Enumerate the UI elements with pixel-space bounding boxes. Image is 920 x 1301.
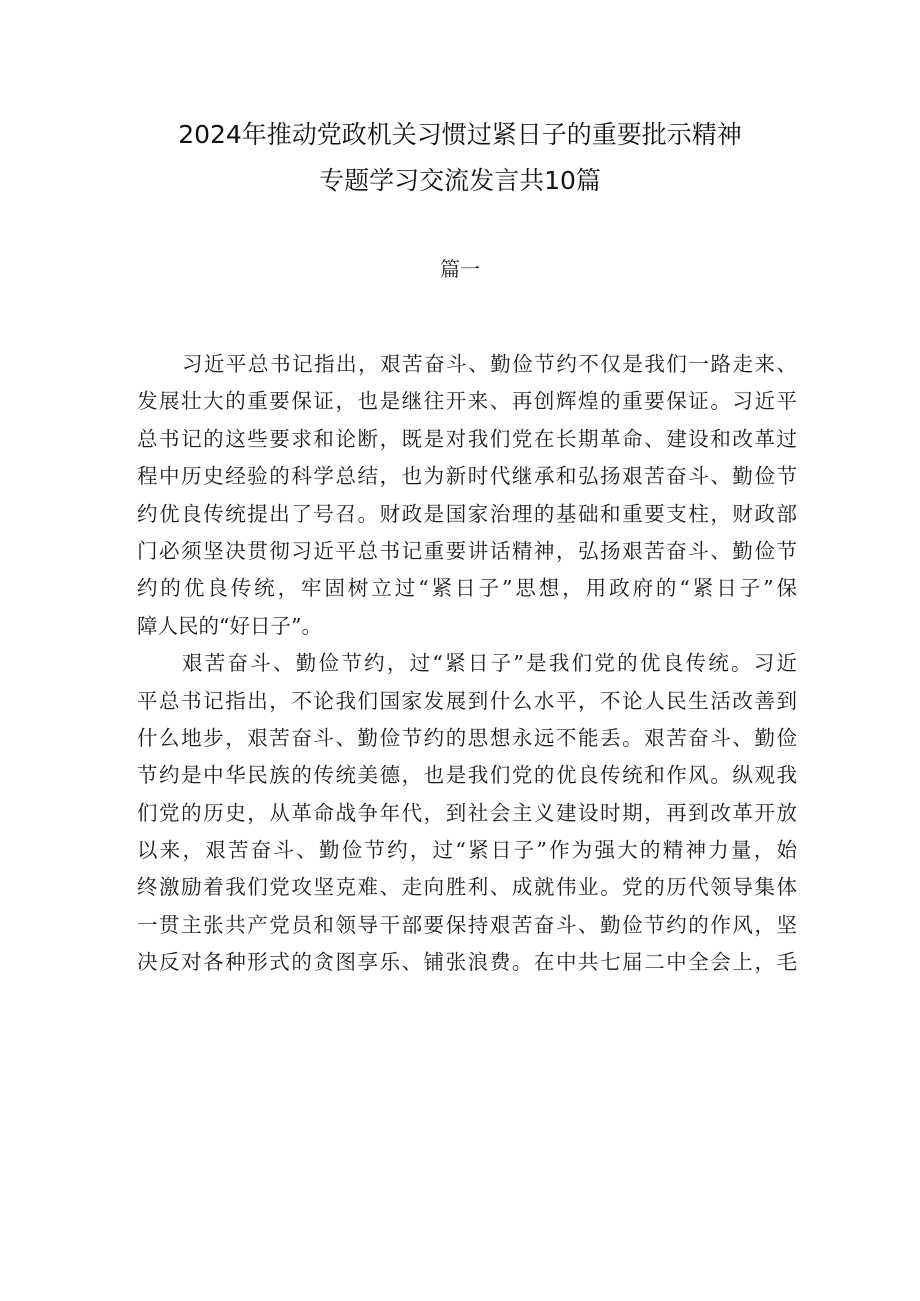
- paragraph-line: 障人民的“好日子”。: [137, 613, 322, 638]
- paragraph-line: 决反对各种形式的贪图享乐、铺张浪费。在中共七届二中全会上，毛: [137, 950, 797, 975]
- paragraph-line: 习近平总书记指出，艰苦奋斗、勤俭节约不仅是我们一路走来、: [182, 352, 797, 376]
- paragraph-line: 约优良传统提出了号召。财政是国家治理的基础和重要支柱，财政部: [137, 501, 797, 526]
- paragraph-line: 什么地步，艰苦奋斗、勤俭节约的思想永远不能丢。艰苦奋斗、勤俭: [137, 725, 797, 750]
- paragraph-line: 艰苦奋斗、勤俭节约，过“紧日子”是我们党的优良传统。习近: [182, 651, 797, 676]
- paragraph-1: [137, 346, 797, 645]
- document-body: [137, 346, 797, 982]
- paragraph-2: [137, 645, 797, 982]
- document-title: [0, 112, 920, 204]
- paragraph-line: 约的优良传统，牢固树立过“紧日子”思想，用政府的“紧日子”保: [137, 576, 797, 601]
- paragraph-line: 门必须坚决贯彻习近平总书记重要讲话精神，弘扬艰苦奋斗、勤俭节: [137, 538, 797, 563]
- paragraph-line: 一贯主张共产党员和领导干部要保持艰苦奋斗、勤俭节约的作风，坚: [137, 912, 797, 937]
- paragraph-line: 程中历史经验的科学总结，也为新时代继承和弘扬艰苦奋斗、勤俭节: [137, 464, 797, 489]
- paragraph-line: 总书记的这些要求和论断，既是对我们党在长期革命、建设和改革过: [137, 426, 797, 451]
- paragraph-line: 们党的历史，从革命战争年代，到社会主义建设时期，再到改革开放: [137, 800, 797, 825]
- title-line-2: 专题学习交流发言共10篇: [319, 166, 601, 195]
- paragraph-line: 发展壮大的重要保证，也是继往开来、再创辉煌的重要保证。习近平: [137, 389, 797, 414]
- paragraph-line: 终激励着我们党攻坚克难、走向胜利、成就伟业。党的历代领导集体: [137, 875, 797, 900]
- paragraph-line: 平总书记指出，不论我们国家发展到什么水平，不论人民生活改善到: [137, 688, 797, 713]
- section-heading: 篇一: [440, 257, 480, 281]
- paragraph-line: 以来，艰苦奋斗、勤俭节约，过“紧日子”作为强大的精神力量，始: [137, 838, 797, 863]
- paragraph-line: 节约是中华民族的传统美德，也是我们党的优良传统和作风。纵观我: [137, 763, 797, 788]
- title-line-1: 2024年推动党政机关习惯过紧日子的重要批示精神: [178, 120, 742, 149]
